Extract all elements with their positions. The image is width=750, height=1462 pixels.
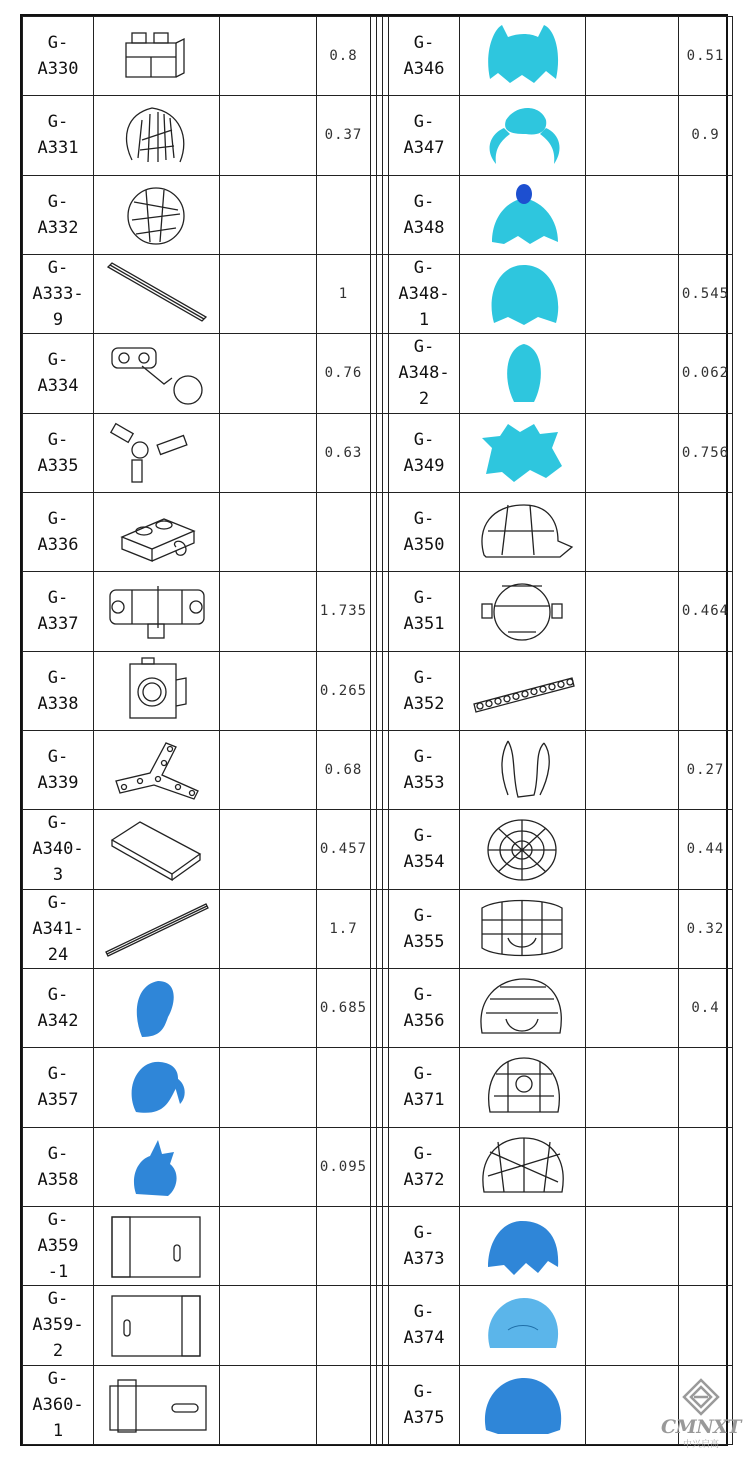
left-blank-cell xyxy=(220,730,317,809)
right-part-image xyxy=(460,1206,586,1285)
right-part-value: 0.464 xyxy=(679,572,733,651)
left-part-code: G- A358 xyxy=(23,1127,94,1206)
brick-legs-icon xyxy=(102,21,212,91)
right-part-code: G- A374 xyxy=(389,1286,460,1365)
right-part-value xyxy=(679,1206,733,1285)
left-part-code: G- A332 xyxy=(23,175,94,254)
tri-connector-icon xyxy=(102,418,212,488)
hair-outline-icon xyxy=(102,100,212,170)
left-part-value: 0.76 xyxy=(317,334,371,413)
right-blank-cell xyxy=(586,730,679,809)
right-part-value xyxy=(679,651,733,730)
right-part-value: 0.9 xyxy=(679,96,733,175)
right-part-image xyxy=(460,810,586,889)
left-part-value: 0.8 xyxy=(317,17,371,96)
left-part-image xyxy=(94,1127,220,1206)
right-part-image xyxy=(460,254,586,333)
flat-tile-icon xyxy=(102,814,212,884)
table-row xyxy=(23,96,733,175)
right-blank-cell xyxy=(586,1048,679,1127)
parts-sheet xyxy=(20,14,728,1446)
right-part-code: G- A354 xyxy=(389,810,460,889)
blue-hair-long-icon xyxy=(102,973,212,1043)
cyan-hair-messy-icon xyxy=(468,418,578,488)
right-part-image xyxy=(460,17,586,96)
left-part-code: G- A338 xyxy=(23,651,94,730)
helmet-visor-outline-icon xyxy=(468,576,578,646)
left-blank-cell xyxy=(220,889,317,968)
horned-crest-icon xyxy=(468,735,578,805)
right-blank-cell xyxy=(586,651,679,730)
left-part-value: 1 xyxy=(317,254,371,333)
right-part-code: G- A350 xyxy=(389,492,460,571)
left-blank-cell xyxy=(220,17,317,96)
left-part-value: 0.68 xyxy=(317,730,371,809)
right-part-code: G- A355 xyxy=(389,889,460,968)
left-part-image xyxy=(94,730,220,809)
left-blank-cell xyxy=(220,1286,317,1365)
left-part-code: G- A335 xyxy=(23,413,94,492)
right-blank-cell xyxy=(586,254,679,333)
robot-helmet-icon xyxy=(468,1052,578,1122)
table-row xyxy=(23,334,733,413)
right-part-image xyxy=(460,1127,586,1206)
left-part-code: G- A333- 9 xyxy=(23,254,94,333)
right-part-value xyxy=(679,1286,733,1365)
chain-beam-icon xyxy=(468,656,578,726)
left-part-code: G- A342 xyxy=(23,968,94,1047)
right-part-code: G- A351 xyxy=(389,572,460,651)
left-blank-cell xyxy=(220,175,317,254)
right-part-code: G- A353 xyxy=(389,730,460,809)
left-part-code: G- A359 -1 xyxy=(23,1206,94,1285)
left-part-code: G- A340- 3 xyxy=(23,810,94,889)
right-part-code: G- A371 xyxy=(389,1048,460,1127)
left-part-code: G- A341- 24 xyxy=(23,889,94,968)
left-blank-cell xyxy=(220,96,317,175)
left-part-value: 0.457 xyxy=(317,810,371,889)
left-blank-cell xyxy=(220,254,317,333)
right-blank-cell xyxy=(586,1127,679,1206)
right-part-image xyxy=(460,1365,586,1444)
right-part-image xyxy=(460,492,586,571)
right-blank-cell xyxy=(586,889,679,968)
table-row xyxy=(23,175,733,254)
table-row xyxy=(23,254,733,333)
right-part-code: G- A373 xyxy=(389,1206,460,1285)
right-blank-cell xyxy=(586,413,679,492)
right-blank-cell xyxy=(586,96,679,175)
right-part-code: G- A372 xyxy=(389,1127,460,1206)
left-part-image xyxy=(94,1286,220,1365)
table-row xyxy=(23,492,733,571)
cyan-hair-piece-icon xyxy=(468,338,578,408)
hinge-block-icon xyxy=(102,576,212,646)
left-part-value: 0.63 xyxy=(317,413,371,492)
tri-beam-icon xyxy=(102,735,212,805)
right-part-image xyxy=(460,334,586,413)
right-part-code: G- A348- 2 xyxy=(389,334,460,413)
left-part-image xyxy=(94,1048,220,1127)
right-part-value: 0.062 xyxy=(679,334,733,413)
blue-hair-spiky-icon xyxy=(102,1132,212,1202)
table-row xyxy=(23,889,733,968)
diamond-logo-icon xyxy=(658,1376,744,1420)
left-part-code: G- A336 xyxy=(23,492,94,571)
right-part-code: G- A346 xyxy=(389,17,460,96)
left-part-code: G- A337 xyxy=(23,572,94,651)
left-part-code: G- A359- 2 xyxy=(23,1286,94,1365)
right-part-image xyxy=(460,413,586,492)
right-part-value xyxy=(679,1048,733,1127)
right-part-code: G- A348 xyxy=(389,175,460,254)
right-part-code: G- A349 xyxy=(389,413,460,492)
slot-panel-icon xyxy=(102,1370,212,1440)
left-part-code: G- A339 xyxy=(23,730,94,809)
cyan-hair-cat-ears-icon xyxy=(468,21,578,91)
left-part-value xyxy=(317,1365,371,1444)
tech-helmet-icon xyxy=(468,1132,578,1202)
door-panel-left-icon xyxy=(102,1290,212,1360)
left-part-image xyxy=(94,572,220,651)
right-part-code: G- A347 xyxy=(389,96,460,175)
right-blank-cell xyxy=(586,968,679,1047)
cyan-hair-pigtails-icon xyxy=(468,100,578,170)
cyan-hair-topknot-icon xyxy=(468,180,578,250)
left-blank-cell xyxy=(220,1365,317,1444)
blue-hair-shaggy-icon xyxy=(468,1211,578,1281)
right-part-image xyxy=(460,96,586,175)
left-part-image xyxy=(94,96,220,175)
right-blank-cell xyxy=(586,1286,679,1365)
table-row xyxy=(23,1127,733,1206)
left-part-value xyxy=(317,1286,371,1365)
plate-clip-icon xyxy=(102,497,212,567)
left-blank-cell xyxy=(220,810,317,889)
right-part-image xyxy=(460,889,586,968)
right-part-code: G- A356 xyxy=(389,968,460,1047)
left-blank-cell xyxy=(220,492,317,571)
long-rod-icon xyxy=(102,894,212,964)
right-part-value: 0.4 xyxy=(679,968,733,1047)
cap-outline-icon xyxy=(468,497,578,567)
right-part-image xyxy=(460,1286,586,1365)
left-part-image xyxy=(94,968,220,1047)
table-row xyxy=(23,572,733,651)
left-part-image xyxy=(94,254,220,333)
right-part-code: G- A352 xyxy=(389,651,460,730)
left-part-value: 1.7 xyxy=(317,889,371,968)
left-part-code: G- A357 xyxy=(23,1048,94,1127)
right-blank-cell xyxy=(586,175,679,254)
right-blank-cell xyxy=(586,334,679,413)
left-blank-cell xyxy=(220,651,317,730)
left-part-value xyxy=(317,175,371,254)
left-blank-cell xyxy=(220,572,317,651)
table-row xyxy=(23,413,733,492)
right-blank-cell xyxy=(586,17,679,96)
door-panel-right-icon xyxy=(102,1211,212,1281)
right-part-image xyxy=(460,1048,586,1127)
right-blank-cell xyxy=(586,492,679,571)
blue-hair-ponytail-icon xyxy=(102,1052,212,1122)
left-part-image xyxy=(94,334,220,413)
right-blank-cell xyxy=(586,1206,679,1285)
left-part-image xyxy=(94,492,220,571)
right-part-value: 0.756 xyxy=(679,413,733,492)
left-part-code: G- A334 xyxy=(23,334,94,413)
watermark-sub: 中兴启高 xyxy=(682,1440,719,1450)
left-part-image xyxy=(94,413,220,492)
hair-bun-outline-icon xyxy=(102,180,212,250)
right-part-value: 0.51 xyxy=(679,17,733,96)
left-part-code: G- A330 xyxy=(23,17,94,96)
right-part-value: 0.44 xyxy=(679,810,733,889)
table-row xyxy=(23,1365,733,1444)
left-part-value: 0.685 xyxy=(317,968,371,1047)
left-part-image xyxy=(94,889,220,968)
left-part-value: 1.735 xyxy=(317,572,371,651)
left-part-image xyxy=(94,1206,220,1285)
cmnxt-watermark xyxy=(658,1376,744,1448)
left-part-image xyxy=(94,1365,220,1444)
table-row xyxy=(23,1286,733,1365)
right-blank-cell xyxy=(586,572,679,651)
right-part-image xyxy=(460,730,586,809)
right-part-value: 0.545 xyxy=(679,254,733,333)
left-part-image xyxy=(94,17,220,96)
right-blank-cell xyxy=(586,810,679,889)
cyan-hair-long-icon xyxy=(468,259,578,329)
striped-helmet-icon xyxy=(468,973,578,1043)
blue-hair-short-icon xyxy=(468,1370,578,1440)
right-part-image xyxy=(460,572,586,651)
right-part-image xyxy=(460,175,586,254)
table-row xyxy=(23,651,733,730)
left-part-value xyxy=(317,1206,371,1285)
left-part-value: 0.095 xyxy=(317,1127,371,1206)
axle-rod-icon xyxy=(102,259,212,329)
right-part-value: 0.32 xyxy=(679,889,733,968)
left-blank-cell xyxy=(220,1048,317,1127)
left-part-image xyxy=(94,651,220,730)
right-part-value xyxy=(679,175,733,254)
left-part-value: 0.265 xyxy=(317,651,371,730)
right-part-image xyxy=(460,651,586,730)
parts-table xyxy=(22,16,733,1445)
left-blank-cell xyxy=(220,968,317,1047)
lightblue-hair-bob-icon xyxy=(468,1290,578,1360)
left-part-code: G- A331 xyxy=(23,96,94,175)
left-part-value: 0.37 xyxy=(317,96,371,175)
technic-brick-hole-icon xyxy=(102,656,212,726)
right-part-value: 0.27 xyxy=(679,730,733,809)
armor-collar-icon xyxy=(468,894,578,964)
right-part-image xyxy=(460,968,586,1047)
web-dome-icon xyxy=(468,814,578,884)
left-blank-cell xyxy=(220,1127,317,1206)
table-row xyxy=(23,1206,733,1285)
table-row xyxy=(23,730,733,809)
left-part-code: G- A360- 1 xyxy=(23,1365,94,1444)
right-part-value xyxy=(679,1127,733,1206)
left-blank-cell xyxy=(220,334,317,413)
left-blank-cell xyxy=(220,1206,317,1285)
left-part-image xyxy=(94,810,220,889)
left-blank-cell xyxy=(220,413,317,492)
watermark-brand: CMNXT xyxy=(661,1416,741,1438)
ball-joint-connector-icon xyxy=(102,338,212,408)
table-row xyxy=(23,1048,733,1127)
right-part-code: G- A375 xyxy=(389,1365,460,1444)
left-part-value xyxy=(317,492,371,571)
right-part-code: G- A348- 1 xyxy=(389,254,460,333)
table-row xyxy=(23,968,733,1047)
right-part-value xyxy=(679,492,733,571)
left-part-value xyxy=(317,1048,371,1127)
table-row xyxy=(23,810,733,889)
left-part-image xyxy=(94,175,220,254)
table-row xyxy=(23,17,733,96)
